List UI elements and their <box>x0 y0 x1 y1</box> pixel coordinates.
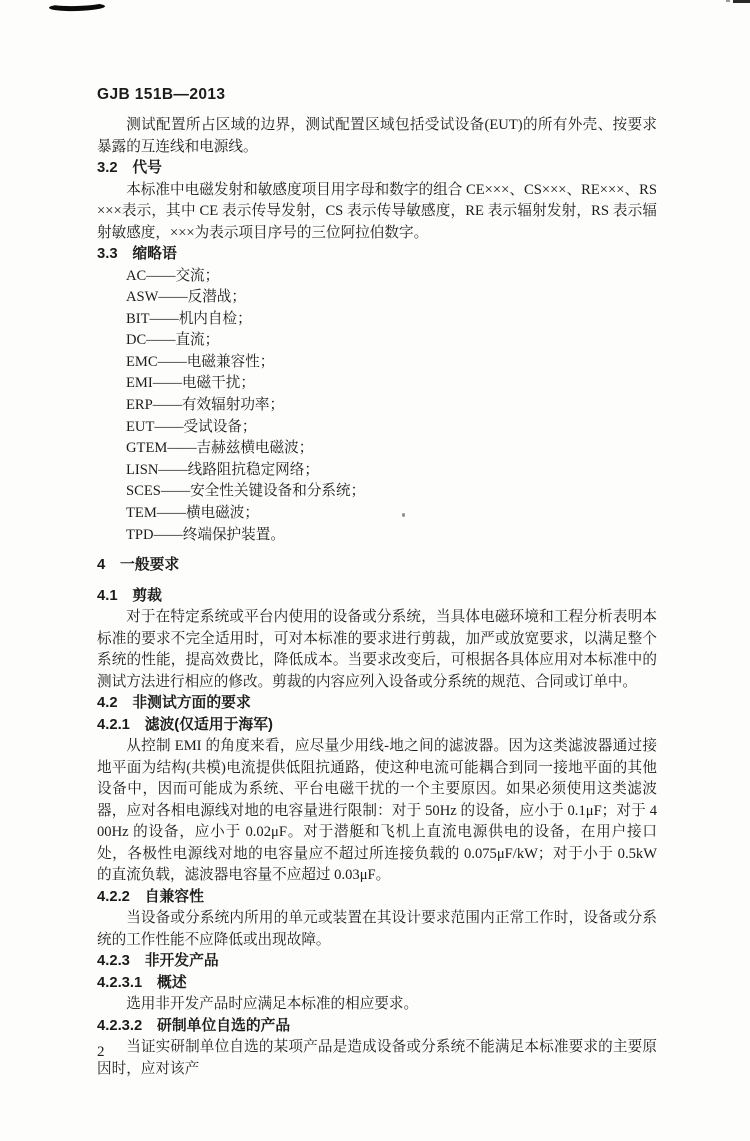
heading-4-2-2-self-compatibility: 4.2.2 自兼容性 <box>97 888 204 905</box>
paragraph-4-1-tailoring: 对于在特定系统或平台内使用的设备或分系统，当具体电磁环境和工程分析表明本标准的要求不完全适用时，可对本标准的要求进行剪裁，加严或放宽要求，以满足整个系统的性能，提高效费比，降低成本。当要求改变后，可根据各具体应用对本标准中的测试方法进行相应的修改。剪裁的内容应列入设备或分系统的规范、合同或订单中。 <box>97 609 657 690</box>
abbreviation-list <box>97 266 657 547</box>
heading-4-2-1-filtering: 4.2.1 滤波(仅适用于海军) <box>97 716 273 733</box>
abbreviation-item-eut: EUT——受试设备； <box>126 418 257 435</box>
abbreviation-item-lisn: LISN——线路阻抗稳定网络； <box>126 461 319 478</box>
abbreviation-item-gtem: GTEM——吉赫兹横电磁波； <box>126 440 314 457</box>
heading-4-2-3-non-developmental-items: 4.2.3 非开发产品 <box>97 953 219 970</box>
abbreviation-item-emi: EMI——电磁干扰； <box>126 375 255 392</box>
standard-number-header: GJB 151B—2013 <box>97 86 226 103</box>
scan-artifact-top-right <box>733 0 750 3</box>
abbreviation-item-erp: ERP——有效辐射功率； <box>126 397 285 414</box>
heading-4-2-3-1-overview: 4.2.3.1 概述 <box>97 974 187 991</box>
heading-4-general-requirements: 4 一般要求 <box>97 557 180 574</box>
abbreviation-item-tem: TEM——横电磁波； <box>126 505 259 522</box>
paragraph-4-2-3-1-overview: 选用非开发产品时应满足本标准的相应要求。 <box>126 996 419 1013</box>
scan-artifact-top-left <box>49 2 105 11</box>
paragraph-3-2-codes: 本标准中电磁发射和敏感度项目用字母和数字的组合 CE×××、CS×××、RE×××、RS×××表示，其中 CE 表示传导发射，CS 表示传导敏感度，RE 表示辐射发射，RS 表示辐射敏感度，×××为表示项目序号的三位阿拉伯数字。 <box>97 181 657 241</box>
heading-4-2-non-test-requirements: 4.2 非测试方面的要求 <box>97 695 251 712</box>
paragraph-4-2-2-self-compatibility: 当设备或分系统内所用的单元或装置在其设计要求范围内正常工作时，设备或分系统的工作性能不应降低或出现故障。 <box>97 910 657 948</box>
heading-4-1-tailoring: 4.1 剪裁 <box>97 587 162 604</box>
abbreviation-item-sces: SCES——安全性关键设备和分系统； <box>126 483 366 500</box>
abbreviation-item-dc: DC——直流； <box>126 332 220 349</box>
paragraph-4-2-1-filtering: 从控制 EMI 的角度来看，应尽量少用线-地之间的滤波器。因为这类滤波器通过接地平面为结构(共模)电流提供低阻抗通路，使这种电流可能耦合到同一接地平面的其他设备中，因而可能成为系统、平台电磁干扰的一个主要原因。如果必须使用这类滤波器，应对各相电源线对地的电容量进行限制：对于 50Hz 的设备，应小于 0.1μF；对于 400Hz 的设备，应小于 0.02μF。对于潜艇和飞机上直流电源供电的设备，在用户接口处，各极性电源线对地的电容量应不超过所连接负载的 0.075μF/kW；对于小于 0.5kW 的直流负载，滤波器电容量不应超过 0.03μF。 <box>97 738 657 884</box>
paragraph-test-config: 测试配置所占区域的边界，测试配置区域包括受试设备(EUT)的所有外壳、按要求暴露的互连线和电源线。 <box>97 117 657 155</box>
page-content <box>97 84 657 1080</box>
heading-3-3-abbreviations: 3.3 缩略语 <box>97 246 177 262</box>
heading-3-2-codes: 3.2 代号 <box>97 160 162 176</box>
paragraph-4-2-3-2-contractor-selected-products: 当证实研制单位自选的某项产品是造成设备或分系统不能满足本标准要求的主要原因时，应对该产 <box>97 1039 657 1077</box>
page-number: 2 <box>97 1044 105 1060</box>
abbreviation-item-emc: EMC——电磁兼容性； <box>126 353 275 370</box>
abbreviation-item-tpd: TPD——终端保护装置。 <box>126 526 285 543</box>
heading-4-2-3-2-contractor-selected-products: 4.2.3.2 研制单位自选的产品 <box>97 1017 291 1034</box>
abbreviation-item-ac: AC——交流； <box>126 267 220 284</box>
abbreviation-item-asw: ASW——反潜战； <box>126 289 246 306</box>
abbreviation-item-bit: BIT——机内自检； <box>126 310 252 327</box>
